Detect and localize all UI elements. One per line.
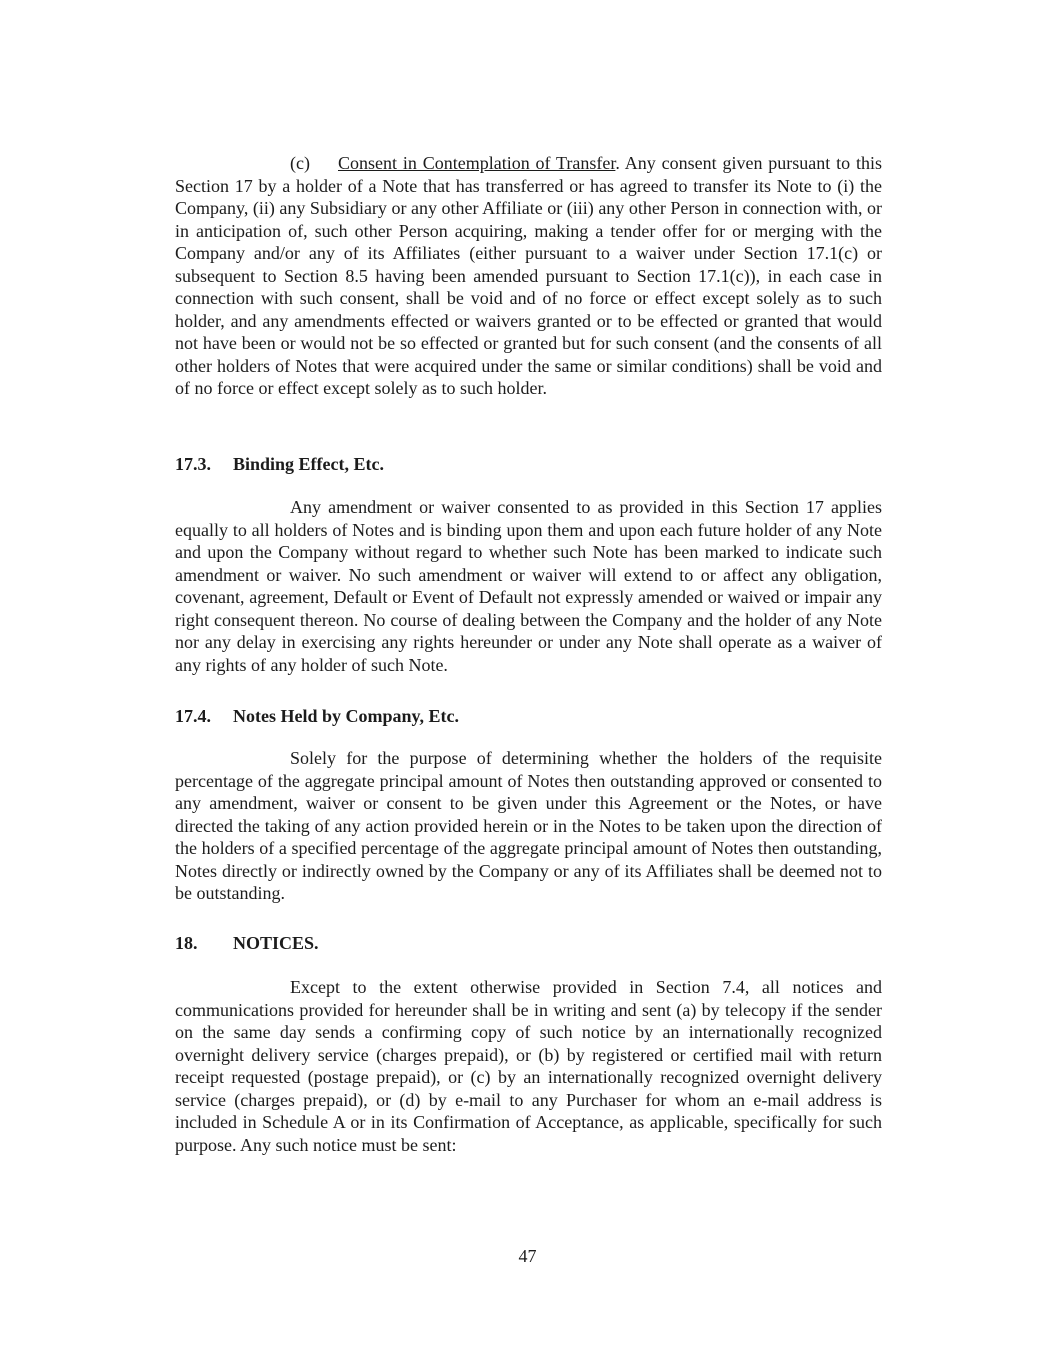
section-18-number: 18. — [175, 933, 198, 953]
section-18-title: NOTICES. — [233, 933, 319, 953]
section-c-title: Consent in Contemplation of Transfer — [338, 153, 616, 173]
section-c-label: (c) — [290, 153, 310, 173]
section-18-text: Except to the extent otherwise provided in Section 7.4, all notices and communications provided for hereunder shall be in writing and sent (a) by telecopy if the sender on the same day sends a confirming copy of such notice by an internationally recognized overnight delivery service (charges prepaid), or (b) by registered or certified mail with return receipt requested (postage prepaid), or (c) by an internationally recognized overnight delivery service (charges prepaid), or (d) by e-mail to any Purchaser for whom an e-mail address is included in Schedule A or in its Confirmation of Acceptance, as applicable, specifically for such purpose. Any such notice must be sent: — [175, 977, 882, 1155]
section-17-4-text: Solely for the purpose of determining whether the holders of the requisite percentage of the aggregate principal amount of Notes then outstanding approved or consented to any amendment, waiver or consent to be given under this Agreement or the Notes, or have directed the taking of any action provided herein or in the Notes to be taken upon the direction of the holders of a specified percentage of the aggregate principal amount of Notes then outstanding, Notes directly or indirectly owned by the Company or any of its Affiliates shall be deemed not to be outstanding. — [175, 748, 882, 903]
page-number: 47 — [518, 1246, 537, 1266]
section-17-3-number: 17.3. — [175, 454, 211, 474]
section-17-4-heading — [175, 705, 882, 727]
section-c-text: Any consent given pursuant to this Section 17 by a holder of a Note that has transferred or has agreed to transfer its Note to (i) the Company, (ii) any Subsidiary or any other Affiliate or (iii) any other Person in connection with, or in anticipation of, such other Person acquiring, making a tender offer for or merging with the Company and/or any of its Affiliates (either pursuant to a waiver under Section 17.1(c) or subsequent to Section 8.5 having been amended pursuant to Section 17.1(c)), in each case in connection with such consent, shall be void and of no force or effect except solely as to such holder, and any amendments effected or waivers granted or to be effected or granted that would not have been or would not be so effected or granted but for such consent (and the consents of all other holders of Notes that were acquired under the same or similar conditions) shall be void and of no force or effect except solely as to such holder. — [175, 153, 882, 398]
section-c-paragraph — [175, 152, 882, 400]
section-17-3-text: Any amendment or waiver consented to as provided in this Section 17 applies equally to all holders of Notes and is binding upon them and upon each future holder of any Note and upon the Company without regard to whether such Note has been marked to indicate such amendment or waiver. No such amendment or waiver will extend to or affect any obligation, covenant, agreement, Default or Event of Default not expressly amended or waived or impair any right consequent thereon. No course of dealing between the Company and the holder of any Note nor any delay in exercising any rights hereunder or under any Note shall operate as a waiver of any rights of any holder of such Note. — [175, 497, 882, 675]
section-17-4-title: Notes Held by Company, Etc. — [233, 706, 460, 726]
section-18-paragraph — [175, 976, 882, 1156]
section-18-heading — [175, 932, 882, 954]
section-17-3-title: Binding Effect, Etc. — [233, 454, 384, 474]
section-17-3-paragraph — [175, 496, 882, 676]
section-17-3-heading — [175, 453, 882, 475]
section-17-4-paragraph — [175, 747, 882, 905]
section-c-title-period: . — [615, 153, 620, 173]
section-17-4-number: 17.4. — [175, 706, 211, 726]
